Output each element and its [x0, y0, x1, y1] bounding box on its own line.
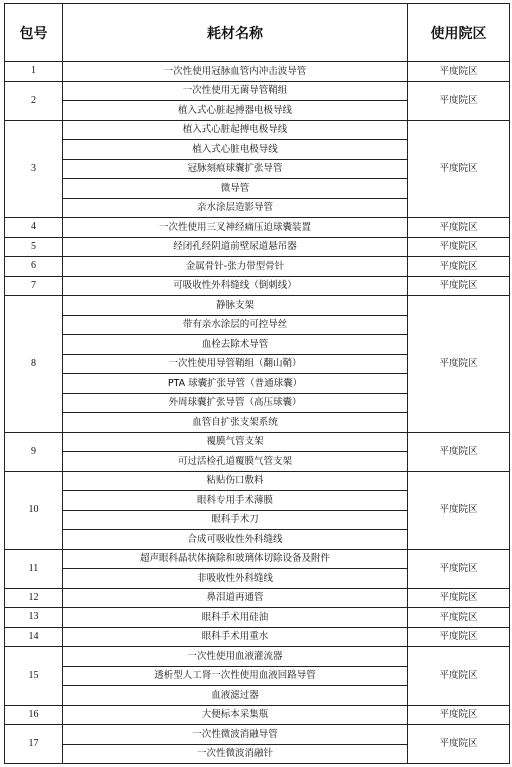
material-name: 金属骨针-张力带型骨针	[63, 257, 408, 277]
table-row	[5, 725, 510, 745]
material-name: 可过活检孔道覆膜气管支架	[63, 452, 408, 472]
material-name: 经闭孔经阴道前壁尿道悬吊器	[63, 237, 408, 257]
package-number: 11	[5, 549, 63, 588]
material-name: 一次性使用冠脉血管内冲击波导管	[63, 62, 408, 82]
package-number: 5	[5, 237, 63, 257]
material-name: 微导管	[63, 179, 408, 199]
material-name: 血管自扩张支架系统	[63, 413, 408, 433]
hospital-name: 平度院区	[408, 237, 510, 257]
package-number: 14	[5, 627, 63, 647]
package-number: 2	[5, 81, 63, 120]
material-name: 植入式心脏起搏器电极导线	[63, 101, 408, 121]
header-package: 包号	[5, 4, 63, 62]
table-row	[5, 218, 510, 238]
hospital-name: 平度院区	[408, 218, 510, 238]
material-name: 外周球囊扩张导管（高压球囊）	[63, 393, 408, 413]
material-name: 一次性使用导管鞘组（翻山鞘）	[63, 354, 408, 374]
hospital-name: 平度院区	[408, 120, 510, 218]
package-number: 7	[5, 276, 63, 296]
table-row	[5, 647, 510, 667]
hospital-name: 平度院区	[408, 588, 510, 608]
material-name: 一次性微波消融导管	[63, 725, 408, 745]
package-number: 4	[5, 218, 63, 238]
material-name: 植入式心脏电极导线	[63, 140, 408, 160]
material-name: 超声眼科晶状体摘除和玻璃体切除设备及附件	[63, 549, 408, 569]
hospital-name: 平度院区	[408, 647, 510, 706]
material-name: 冠脉刻痕球囊扩张导管	[63, 159, 408, 179]
material-name: 血液滤过器	[63, 686, 408, 706]
material-name: PTA 球囊扩张导管（普通球囊）	[63, 374, 408, 394]
table-row	[5, 276, 510, 296]
hospital-name: 平度院区	[408, 62, 510, 82]
package-number: 1	[5, 62, 63, 82]
header-material: 耗材名称	[63, 4, 408, 62]
table-row	[5, 81, 510, 101]
table-row	[5, 627, 510, 647]
table-row	[5, 120, 510, 140]
table-row	[5, 257, 510, 277]
table-row	[5, 608, 510, 628]
package-number: 3	[5, 120, 63, 218]
hospital-name: 平度院区	[408, 296, 510, 433]
package-number: 6	[5, 257, 63, 277]
hospital-name: 平度院区	[408, 257, 510, 277]
table-row	[5, 588, 510, 608]
table-row	[5, 432, 510, 452]
table-row	[5, 296, 510, 316]
material-name: 眼科专用手术薄膜	[63, 491, 408, 511]
package-number: 9	[5, 432, 63, 471]
material-name: 植入式心脏起搏电极导线	[63, 120, 408, 140]
hospital-name: 平度院区	[408, 705, 510, 725]
hospital-name: 平度院区	[408, 608, 510, 628]
material-name: 透析型人工肾一次性使用血液回路导管	[63, 666, 408, 686]
table-row	[5, 705, 510, 725]
package-number: 15	[5, 647, 63, 706]
hospital-name: 平度院区	[408, 81, 510, 120]
material-name: 大便标本采集瓶	[63, 705, 408, 725]
hospital-name: 平度院区	[408, 276, 510, 296]
material-name: 覆膜气管支架	[63, 432, 408, 452]
material-name: 鼻泪道再通管	[63, 588, 408, 608]
material-name: 粘贴伤口敷料	[63, 471, 408, 491]
hospital-name: 平度院区	[408, 627, 510, 647]
hospital-name: 平度院区	[408, 549, 510, 588]
material-name: 非吸收性外科缝线	[63, 569, 408, 589]
material-name: 一次性使用无菌导管鞘组	[63, 81, 408, 101]
table-body	[5, 62, 510, 764]
hospital-name: 平度院区	[408, 432, 510, 471]
hospital-name: 平度院区	[408, 471, 510, 549]
package-number: 10	[5, 471, 63, 549]
package-number: 13	[5, 608, 63, 628]
material-name: 带有亲水涂层的可控导丝	[63, 315, 408, 335]
material-name: 亲水涂层造影导管	[63, 198, 408, 218]
material-name: 眼科手术用重水	[63, 627, 408, 647]
table-row	[5, 62, 510, 82]
table-row	[5, 237, 510, 257]
material-name: 眼科手术刀	[63, 510, 408, 530]
material-name: 合成可吸收性外科缝线	[63, 530, 408, 550]
header-row	[5, 4, 510, 62]
package-number: 8	[5, 296, 63, 433]
materials-table	[4, 3, 510, 764]
material-name: 一次性使用三叉神经痛压迫球囊装置	[63, 218, 408, 238]
material-name: 一次性微波消融针	[63, 744, 408, 764]
material-name: 眼科手术用硅油	[63, 608, 408, 628]
package-number: 16	[5, 705, 63, 725]
table-row	[5, 471, 510, 491]
table-row	[5, 549, 510, 569]
material-name: 血栓去除术导管	[63, 335, 408, 355]
material-name: 一次性使用血液灌流器	[63, 647, 408, 667]
package-number: 12	[5, 588, 63, 608]
hospital-name: 平度院区	[408, 725, 510, 764]
package-number: 17	[5, 725, 63, 764]
material-name: 静脉支架	[63, 296, 408, 316]
material-name: 可吸收性外科缝线（倒刺线）	[63, 276, 408, 296]
header-hospital: 使用院区	[408, 4, 510, 62]
